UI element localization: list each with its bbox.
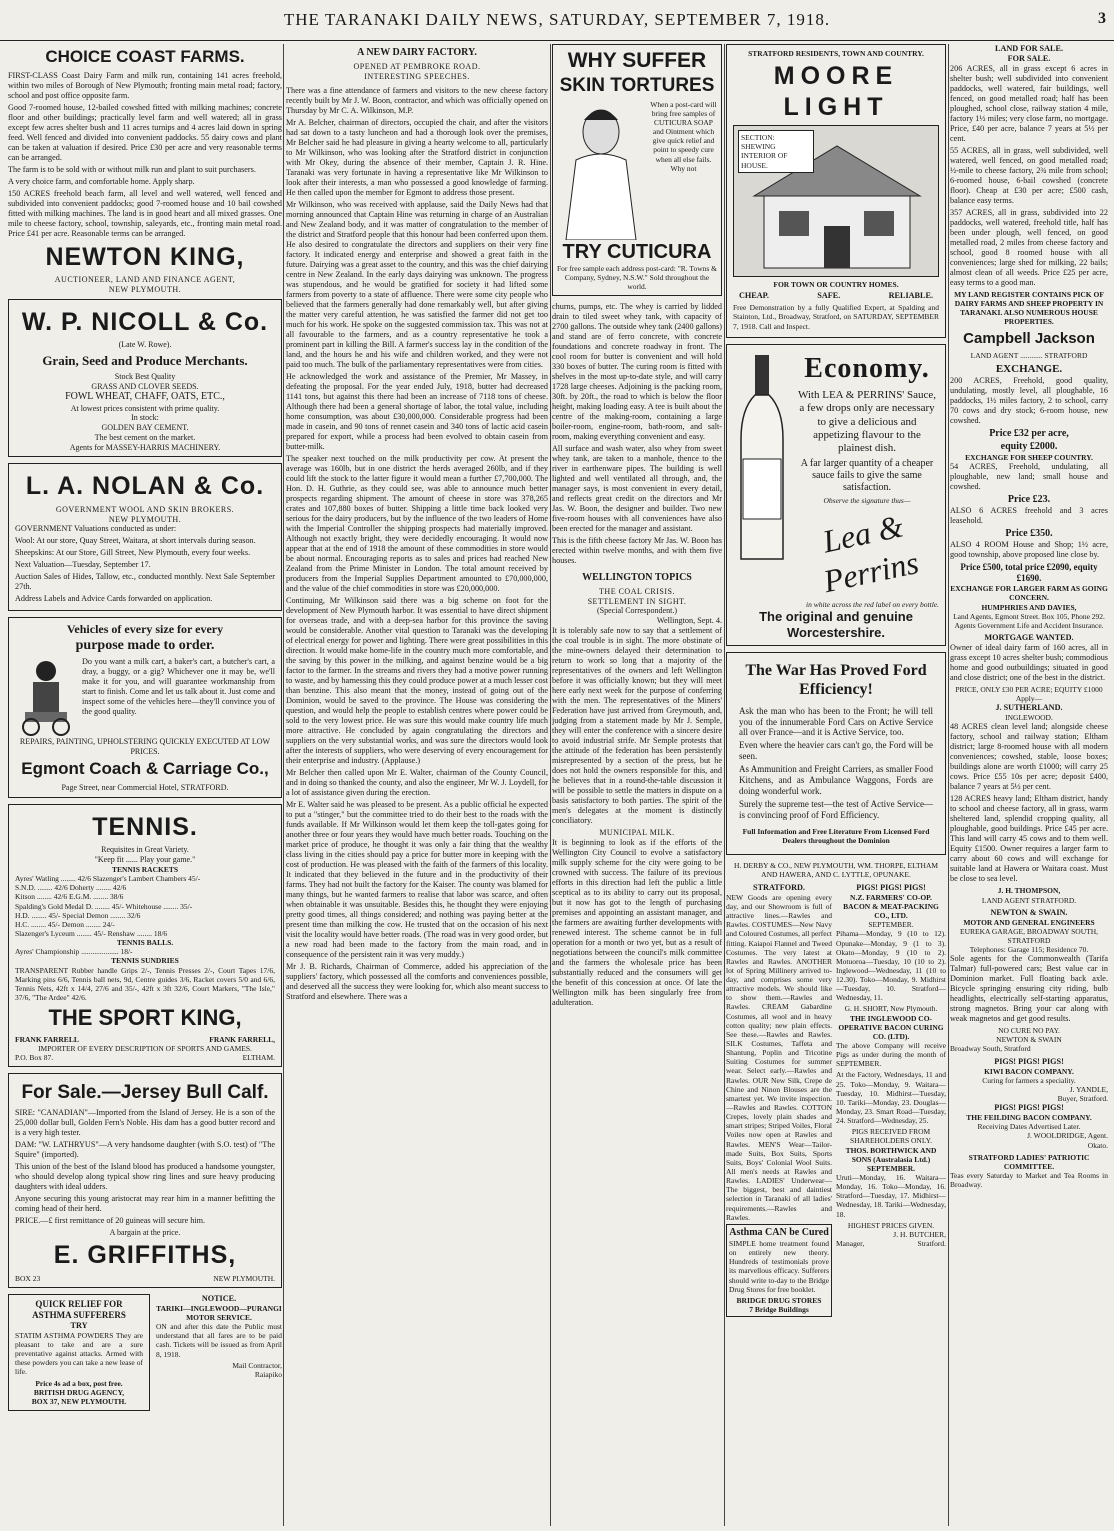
sutherland: J. SUTHERLAND.: [995, 703, 1063, 713]
sport-king-footer: [15, 1053, 275, 1062]
griffiths-town: NEW PLYMOUTH.: [213, 1273, 275, 1283]
sport-king-box: P.O. Box 87.: [15, 1053, 54, 1063]
notice-title: NOTICE.: [201, 1293, 237, 1303]
column-3: [552, 44, 722, 1526]
moore-section: SECTION: SHEWING INTERIOR OF HOUSE.: [738, 130, 814, 173]
article-paragraph: Mr A. Belcher, chairman of directors, occupied the chair, and after the visitors had sat down to a tasty luncheon and had a thorough look over the premises, Mr Belcher said he had pleasure in giving a hearty welcome to all, particularly to Mr Wilkinson, who was looking after the Stratford district in conjunction with Mr Okey, during the absence of their member, Captain J. R. Hine. Taranaki was very fortunate in having a representative like Mr Wilkinson to look after their interests, a man who possessed a good knowledge of farming. He then called upon the member for Egmont to address those present.: [286, 117, 548, 197]
cuticura-try: TRY CUTICURA: [562, 240, 712, 263]
article-paragraph: The speaker next touched on the milk productivity per cow. At present the average was 160lb, but in one district the herds averaged 260lb, and if they could lift the stock to the latter figure it would mean a further £7,700,000. The Hon. D. H. Guthrie, as they could see, was able to announce much better prospects regarding shipment. The amount of cheese in store was 378,265 crates and 107,880 boxes of butter. Shipping a little time back looked very serious for the dairy producers, but by the influence of the two leaders of Home with the Imperial Controller the shipping prospects had materially improved. Although not exactly bright, they were decidedly encouraging. It would now appear that at the end of 1918 the amount of these commodities in store would be about normal. Encouraging reports as to sales and prices had reached New Zealand from the Prime Minister in London. The total amount received by producers from the Imperial Supplies Department amounted to £70,000,000, and the value of the chief commodities in store was £20,000,000.: [286, 453, 548, 593]
article-paragraph: It is tolerably safe now to say that a settlement of the coal trouble is in sight. The more obstinate of the mine-owners delayed their determination to return to work so long that a majority of the representatives of the owners and left Wellington before it was officially known; but they will meet here early next week for the purpose of conferring with the men. The representatives of the Miners' Federation have just arrived from Greymouth, and, judging from a statement made by Mr J. Semple, they will enter the conference with a sincere desire to avoid industrial strife. Mr Semple protests that the attitude of the federation has been persistently misrepresented by a section of the press, but he does not hold the owners responsible for this, and he believes that in a round-the-table discussion it will be possible to settle the matters in dispute on a basis satisfactory to both parties. The spirit of the men's delegates at the moment is distinctly conciliatory.: [552, 626, 722, 826]
asthma-cure-body: SIMPLE home treatment found on entirely new theory. Hundreds of testimonials prove its marvellous efficacy. Sufferers should write to-day to the Bridge Drug Stores for free booklet.: [729, 1239, 829, 1294]
griffiths-footer: [15, 1274, 275, 1283]
land-register: MY LAND REGISTER CONTAINS PICK OF DAIRY FARMS AND SHEEP PROPERTY IN TARANAKI. ALSO NUMEROUS HOUSE PROPERTIES.: [954, 290, 1104, 327]
campbell-jackson: Campbell Jackson: [963, 329, 1095, 347]
tennis-keep: "Keep fit ...... Play your game.": [94, 855, 196, 865]
article-paragraph: Mr Belcher then called upon Mr E. Walter, chairman of the County Council, and in doing so thanked the county, and also the engineer, Mr W. J. Loydell, for a lot of assistance given during the erection.: [286, 767, 548, 797]
thompson-sub: LAND AGENT STRATFORD.: [981, 895, 1077, 905]
vehicles-body: Do you want a milk cart, a baker's cart, a butcher's cart, a dray, a buggy, or a gig? Whichever one it may be, we'll make it for you, and will guarantee workmanship from start to finish. Come and let us talk about it. Just come and inspect some of the vehicles here—they'll convince you of the good quality.: [82, 656, 275, 716]
racket-row: Spalding's Gold Medal D. ........ 45/- Whitehouse ........ 35/-: [15, 901, 193, 911]
delivery-boy-illustration: [15, 657, 77, 737]
nolan-p: Address Labels and Advice Cards forwarded on application.: [15, 594, 213, 604]
farms-p1: FIRST-CLASS Coast Dairy Farm and milk run, containing 141 acres freehold, within two miles of Borough of New Plymouth; fronting main metal road; factory, school and post office opposite farm.: [8, 70, 282, 100]
newton-king-desc: AUCTIONEER, LAND AND FINANCE AGENT,: [54, 275, 236, 285]
rawles-column: [726, 883, 832, 1323]
choice-farms-ad: [8, 47, 282, 295]
moore-top: STRATFORD RESIDENTS, TOWN AND COUNTRY.: [748, 49, 924, 58]
pigs-note: PIGS RECEIVED FROM SHAREHOLDERS ONLY.: [849, 1127, 933, 1146]
moore-light-ad: [726, 44, 946, 338]
correspondent: (Special Correspondent.): [597, 606, 677, 616]
woman-illustration: [556, 100, 646, 240]
nolan-name: L. A. NOLAN & Co.: [25, 472, 265, 501]
humphries-ins: Agents Government Life and Accident Insurance.: [954, 620, 1104, 630]
owner-left: FRANK FARRELL: [15, 1034, 79, 1044]
lea-signature: Lea & Perrins: [819, 507, 922, 599]
tennis-ad: [8, 804, 282, 1067]
notice-mail: Mail Contractor,: [232, 1360, 282, 1370]
masthead-title: THE TARANAKI DAILY NEWS, SATURDAY, SEPTEMBER 7, 1918.: [283, 10, 831, 29]
ford-p: Even where the heavier cars can't go, the Ford will be seen.: [739, 740, 933, 762]
bull-p: Anyone securing this young aristocrat may rear him in a manner befitting the coming head of their herd.: [15, 1193, 275, 1213]
ford-dealers: H. DERBY & CO., NEW PLYMOUTH, WM. THORPE, ELTHAM AND HAWERA, AND C. LYTTLE, OPUNAKE.: [733, 860, 939, 879]
article-paragraph: Mr Wilkinson, who was received with applause, said the Daily News had that morning announced that Captain Hine was returning in charge of an Australian and New Zealand body, and it was matter of congratulation to the member of the district and Stratford people that this honour had been conferred upon them. He also desired to congratulate the directors and suppliers on their very fine factory. It indicated energy and enterprise and showed a great faith in the future. Dairying was a great asset to the country, and this was the chief dairying centre in New Zealand. In the early days dairying was unknown. The progress was stupendous, and he would be gratified for society it had lifted some farmers from poverty to a state of affluence. There were some city people who believed that the farmers generally had done remarkably well, but after giving the matter very careful attention, he was satisfied the farmer did not get too much for his work. He spoke on the suggested commission tax. This was not at all favourable to the farmers, and as a country representative he took a prominent part in killing the Bill. A farmer's success lay in the condition of the land, and the hours he and his wife and children worked, and they were not paid too much. The bulk of the parliamentary representatives were from cities.: [286, 199, 548, 369]
mortgage-apply: Apply—: [1015, 694, 1043, 704]
thompson: J. H. THOMPSON,: [997, 886, 1061, 896]
asthma-title: QUICK RELIEF FOR ASTHMA SUFFERERS: [32, 1298, 126, 1320]
butcher-name: J. H. BUTCHER,: [893, 1229, 946, 1239]
nolan-p: Next Valuation—Tuesday, September 17.: [15, 560, 151, 570]
nz-farmers-coop: N.Z. FARMERS' CO-OP. BACON & MEAT-PACKING CO., LTD.: [843, 892, 939, 921]
racket-row: S.N.D. ........ 42/6 Doherty ........ 42/6: [15, 883, 127, 893]
asthma-cure-ad: [726, 1224, 832, 1317]
sport-king-name: THE SPORT KING,: [48, 1005, 242, 1031]
municipal-milk-heading: MUNICIPAL MILK.: [599, 828, 675, 838]
ford-p: Ask the man who has been to the Front; he will tell you of the innumerable Ford Cars on Active Service all over France—and it is Active Service, too.: [739, 705, 933, 738]
owner-right: FRANK FARRELL,: [209, 1034, 275, 1044]
kiwi-bacon: KIWI BACON COMPANY.: [984, 1066, 1074, 1076]
griffiths-name: E. GRIFFITHS,: [53, 1241, 237, 1270]
newton-swain-heading: NEWTON & SWAIN.: [990, 907, 1068, 917]
borthwick-list: Uruti—Monday, 16. Waitara—Monday, 16. Toko—Monday, 16. Stratford—Tuesday, 17. Midhirst—Wednesday, 18. Tariki—Wednesday, 18.: [836, 1173, 946, 1219]
yandle: J. YANDLE,: [1069, 1084, 1108, 1094]
tennis-rackets-heading: TENNIS RACKETS: [111, 864, 179, 874]
nolan-p: Sheepskins: At our Store, Gill Street, New Plymouth, every four weeks.: [15, 548, 251, 558]
farms-p5: 150 ACRES freehold beach farm, all level and well watered, well fenced and subdivided into convenient paddocks; good 7-roomed house and 10 bail cowshed fitted with milking machines. The land is in good heart and all mixed grasses. One mile to cheese factory, school, township, saleyards, etc., fronting main metal road. Price £41 per acre. Reasonable terms can be arranged.: [8, 188, 282, 238]
butcher-manager: Manager,: [836, 1239, 865, 1248]
ford-ad: [726, 652, 946, 855]
price-54: Price £23.: [1007, 493, 1051, 505]
pigs-header-2: PIGS! PIGS! PIGS!: [994, 1056, 1064, 1066]
column-rule: [550, 44, 551, 1526]
bull-p: PRICE.—£ first remittance of 20 guineas will secure him.: [15, 1215, 206, 1225]
lea-foot: The original and genuine Worcestershire.: [759, 608, 913, 640]
article-paragraph: It is beginning to look as if the efforts of the Wellington City Council to evolve a satisfactory milk supply scheme for the city were going to be crowned with success. The failure of its previous efforts in this direction had left the public a little sceptical as to its ability to carry out its proposal, but it now has got to the length of purchasing premises and appointing an assistant manager, and the farmers are awaiting further developments with renewed interest. The scheme cannot be in full operation for a month or two yet, but as a result of negotiations between the council's milk committee and the farmers the wholesale price has been substantially reduced and the consumers will get the benefit of this concession at once. Of late the Wellington milk has been singularly free from adulteration.: [552, 837, 722, 1007]
listing-48: 48 ACRES clean level land; alongside cheese factory, school and railway station; Eltham district; large 8-roomed house with all modern conveniences; cowshed, stable, loose boxes; buildings alone are worth £1000; will carry 25 cows. Price £55 10s per acre; deposit £400, balance 7 years at 5½ per cent.: [950, 722, 1108, 792]
price-4: Price £500, total price £2090, equity £1690.: [960, 562, 1098, 584]
article-subtitle-2: INTERESTING SPEECHES.: [364, 71, 470, 81]
moore-demo: Free Demonstration by a fully Qualified Expert, at Spalding and Stainton, Ltd., Broadway, Stratford, on SATURDAY, SEPTEMBER 7, 1918. Call and Inspect.: [733, 303, 939, 331]
asthma-try: TRY: [70, 1320, 88, 1330]
exchange-sheep: EXCHANGE FOR SHEEP COUNTRY.: [965, 452, 1093, 462]
tennis-sundries: TRANSPARENT Rubber handle Grips 2/-, Tennis Presses 2/-, Court Tapes 17/6, Marking pins 6/6, Tennis ball nets, 9d, Centre guides 3/6, Racket covers 5/0 and 6/6, Tennis Nets, 42ft x 14/4, 27/6 and 35/-, 42ft x 3ft 32/6, Court Markers, "The Isle," 37/6, "The Ardee" 42/6.: [15, 965, 275, 1002]
cuticura-h1: WHY SUFFER: [567, 49, 707, 72]
farms-p4: A very choice farm, and comfortable home. Apply sharp.: [8, 176, 195, 186]
nicoll-line: GRASS AND CLOVER SEEDS.: [91, 381, 199, 391]
article-paragraph: All surface and wash water, also whey from sweet whey tank, are taken to a manhole, thence to the river in earthenware pipes. The building is well lighted and well ventilated all through, and, the manager says, is most convenient in every detail, and reflects great credit on the directors and Mr Jas. W. Boon, the designer and builder. Two new five-room houses with all conveniences have also been erected for the manager and assistant.: [552, 443, 722, 533]
bull-p: DAM: "W. LATHRYUS"—A very handsome daughter (with S.O. test) of "The Squire" (imported).: [15, 1139, 275, 1159]
newton-swain-body: Sole agents for the Commonwealth (Tarifa Talmar) full-powered cars; Best value car in Dominion market. Full floating back axle. Bicycle springing ensuring city riding, bulb headlights, electrically self-starting apparatus, strong magnetos. Bring your car along with weak magnetos and get good results.: [950, 954, 1108, 1024]
asthma-cure-title: Asthma CAN be Cured: [729, 1226, 829, 1238]
nolan-desc: GOVERNMENT WOOL AND SKIN BROKERS.: [55, 504, 235, 514]
lea-observe: Observe the signature thus—: [823, 496, 911, 506]
notice-head: TARIKI—INGLEWOOD—PURANGI MOTOR SERVICE.: [156, 1303, 282, 1323]
ford-foot: Full Information and Free Literature From Licensed Ford Dealers throughout the Dominion: [742, 827, 930, 846]
feilding-recv: Receiving Dates Advertised Later.: [977, 1122, 1081, 1132]
price-6: Price £350.: [1005, 528, 1053, 540]
article-paragraph: Mr E. Walter said he was pleased to be present. As a public official he expected to put a "stinger," but the committee tried to do their best to the roads with the funds available. If Mr Wilkinson would let them keep the toll-gates going for another three or four years they would have much better roads. Touching on the market price of produce, he thought it was only a fair thing that the wealthy class living in the cities should pay a price for butter more in keeping with the cost of production. He was pleased with the faith of the farmers of this locality. It indicated that they believed in the future and in the productivity of their farms. They had not built the factory for the Kaiser. The county was blamed for many things, but he wanted farmers to realise that labor was scarce, and often when obtainable it was unsuitable. Besides this, he thought they were enjoying pretty good times, all things considered; and nothing was paying better at the present time than milking the cow. He trusted that on the occasion of his next visit the locality would have better roads. (The road was in very good order, but a new road had been made to the factory from the main road, and in consequence of the persistent rain it was very muddy.): [286, 799, 548, 959]
tennis-sundries-heading: TENNIS SUNDRIES: [111, 956, 179, 966]
safe-label: SAFE.: [817, 291, 841, 301]
listing-357: 357 ACRES, all in grass, subdivided into 22 paddocks, well watered, freehold title, half has been under plough, well fenced, on good metalled road, 2 miles from cheese factory and school, good 8 roomed house with all conveniences; large shed for milking, 22 bails; almost clean of all weeds. Price £25 per acre, easy terms to a good man.: [950, 208, 1108, 287]
mortgage-body: Owner of ideal dairy farm of 160 acres, all in grass except 10 acres shelter bush; commodious home and good outbuildings; situated in good and close district; one of the best in the district.: [950, 642, 1108, 682]
humphries-addr: Land Agents, Egmont Street. Box 105, Phone 292.: [953, 611, 1105, 621]
asthma-addr: BOX 37, NEW PLYMOUTH.: [31, 1396, 127, 1406]
masthead: [0, 0, 1114, 41]
racket-row: H.C. ........ 45/- Demon ........ 24/-: [15, 919, 115, 929]
vehicles-title: Vehicles of every size for every: [66, 622, 224, 637]
newton-king-town: NEW PLYMOUTH.: [108, 284, 182, 294]
moore-caption: FOR TOWN OR COUNTRY HOMES.: [773, 280, 899, 290]
highest-prices: HIGHEST PRICES GIVEN.: [847, 1220, 935, 1230]
tennis-balls-heading: TENNIS BALLS.: [116, 938, 174, 948]
sport-king-imp: IMPORTER OF EVERY DESCRIPTION OF SPORTS AND GAMES.: [38, 1044, 252, 1054]
mortgage-heading: MORTGAGE WANTED.: [984, 632, 1074, 642]
listing-54: 54 ACRES, Freehold, undulating, all ploughable, new land; small house and cowshed.: [950, 461, 1108, 491]
butcher-footer: [836, 1239, 946, 1248]
asthma-price: Price 4s ad a box, post free.: [35, 1378, 123, 1388]
butcher-town: Stratford.: [917, 1239, 946, 1248]
moore-title: MOORE LIGHT: [773, 62, 899, 121]
cuticura-h2: SKIN TORTURES: [559, 74, 715, 96]
cuticura-small: For free sample each address post-card: "R. Towns & Company, Sydney, N.S.W." Sold throughout the world.: [556, 264, 718, 292]
column-rule: [724, 44, 725, 1526]
yandle-buyer: Buyer, Stratford.: [1057, 1094, 1108, 1104]
asthma-body: STATIM ASTHMA POWDERS They are pleasant to take and are a sure preventative against attacks. Armed with these powders you can take a new lease of life.: [15, 1330, 143, 1377]
farms-p2: Good 7-roomed house, 12-bailed cowshed fitted with milking machines; concrete floor and other buildings; practically level farm and well watered; all in grass except few acres shelter bush and 11 acres turnips and 4 acres laid down in spring feed. Well fenced and divided into convenient paddocks. 55 dairy cows and plant can be taken at valuation if desired. Price £30 per acre and very reasonable terms can be arranged.: [8, 102, 282, 162]
house-section-illustration: [733, 125, 939, 277]
mortgage-price: PRICE, ONLY £30 PER ACRE; EQUITY £1000: [955, 684, 1103, 694]
column-5: [950, 44, 1108, 1526]
bottom-row: [8, 1294, 282, 1417]
page-number: 3: [1098, 10, 1106, 27]
bull-p: This union of the best of the Island blood has produced a handsome youngster, who should develop along typical show ring lines and sure heavy producing daughters with ideal udders.: [15, 1161, 275, 1191]
reliable-label: RELIABLE.: [888, 291, 933, 301]
article-paragraph: Mr J. B. Richards, Chairman of Commerce, added his appreciation of the suppliers' factory, which possessed all the comforts and conveniences possible, and deserved all the success they were looking for, which also meant success to Stratford and elsewhere. There was a: [286, 961, 548, 1001]
article-paragraph: This is the fifth cheese factory Mr Jas. W. Boon has erected within twelve months, and with them five houses.: [552, 535, 722, 565]
ford-p: As Ammunition and Freight Carriers, as smaller Food Kitchens, and as Ambulance Waggons, Fords are doing wonderful work.: [739, 764, 933, 797]
nicoll-line: The best cement on the market.: [94, 432, 196, 442]
listing-128: 128 ACRES heavy land; Eltham district, handy to school and cheese factory, all in grass, warm sheltered land, splendid cropping quality, all ploughable, good buildings. Price £45 per acre. This land will carry 45 cows and to them well. Equity £1500. Owner requires a larger farm to carry about 60 cows and will exchange for suitable land at Hawera or Waitara coast. Must be close to sea level.: [950, 794, 1108, 884]
bridge-drug-stores: BRIDGE DRUG STORES: [736, 1295, 822, 1305]
tennis-sub: Requisites in Great Variety.: [101, 845, 189, 855]
article-title: A NEW DAIRY FACTORY.: [357, 47, 477, 58]
vehicles-ad: [8, 617, 282, 798]
stratford-ads: [726, 883, 946, 1323]
nicoll-line: Agents for MASSEY-HARRIS MACHINERY.: [69, 442, 221, 452]
lea-title: Economy.: [804, 352, 930, 384]
bridge-buildings: 7 Bridge Buildings: [749, 1305, 809, 1315]
egmont-coach-addr: Page Street, near Commercial Hotel, STRATFORD.: [61, 783, 229, 793]
article-paragraph: Continuing, Mr Wilkinson said there was a big scheme on foot for the development of New Plymouth harbor. It was essential to have direct shipment for overseas trade, and with a deep-sea harbor for this province the saving would be considerable. Another vital question to Taranaki was the developing of electrical energy for power and lighting. There were great possibilities in this direction. It would make home-life in the country much more comfortable, and the saving by this power in the milking, and against benzine would be a big factor to the farmer. In the streams and rivers they had a motive power running to waste, and by harnessing this they could produce power at a much lesser cost than benzine. This also meant that the money, instead of going out of the Dominion, would be saved to the province. The House was considering the question, and would help the people to establish centres where power could be sold to the very lowest price. He was sure this would make country life much more attractive. He concluded by again congratulating the directors and suppliers on the very substantial works, and was sure the directors would look after the interests of suppliers, who were deserving of every encouragement for their enterprise and industry. (Applause.): [286, 595, 548, 765]
listing-6: ALSO 6 ACRES freehold and 3 acres leasehold.: [950, 506, 1108, 526]
vehicles-title2: purpose made to order.: [75, 637, 215, 653]
moore-slogans: [739, 291, 933, 301]
newton-swain-2: NEWTON & SWAIN: [996, 1035, 1062, 1045]
kiwi-curing: Curing for farmers a speciality.: [982, 1075, 1076, 1085]
cuticura-ad: [552, 44, 722, 296]
notice-body: ON and after this date the Public must understand that all fares are to be paid cash. Tickets will be issued as from April 8, 1918.: [156, 1322, 282, 1359]
newton-king-name: NEWTON KING,: [45, 242, 245, 271]
coal-heading: THE COAL CRISIS.: [599, 586, 675, 596]
pigs-header: PIGS! PIGS! PIGS!: [856, 882, 926, 892]
ladies-teas: Teas every Saturday to Market and Tea Rooms in Broadway.: [950, 1171, 1108, 1190]
pigs-month: SEPTEMBER.: [868, 920, 914, 930]
asthma-powders-ad: [8, 1294, 150, 1411]
egmont-coach-name: Egmont Coach & Carriage Co.,: [21, 759, 269, 779]
rawles-ads: NEW Goods are opening every day, and our Showroom is full of attractive lines.—Rawles and Rawles. COSTUMES—New Navy and Coloured Costumes, all perfect fitting. Kaiapoi Flannel and Tweed Costumes. The very latest at Rawles and Rawles. ANOTHER lot of Spring Millinery arrived to-day, and comprises some very attractive models. We should like to show them.—Rawles and Rawles. CREAM Gabardine Costumes, all wool and in heavy cotton quality; new plain effects. See these.—Rawles and Rawles. SILK Costumes, Taffeta and Shantung, Poplin and Tricotine Suiting Costumes for summer wear. Select early.—Rawles and Rawles. OUR New Silk, Crepe de Chine and Ninon Blouses are the smartest yet. We invite inspection.—Rawles and Rawles. COTTON Crepes, lovely plain shades and smart stripes; Striped Voiles, Floral Voiles now open at Rawles and Rawles. MEN'S Wear—Tailor-made Suits, Box Suits, Sports Suits, Boys' Colonial Wool Suits. All men's needs at Rawles and Rawles. LADIES' Underwear—The biggest, best and daintiest selection in Taranaki of all ladies' requirements.—Rawles and Rawles.: [726, 892, 833, 1222]
inglewood-coop: THE INGLEWOOD CO-OPERATIVE BACON CURING CO. (LTD).: [838, 1013, 944, 1041]
notice-town: Raiapiko: [254, 1369, 282, 1379]
cuticura-side: When a post-card will bring free samples of CUTICURA SOAP and Ointment which give quick relief and point to speedy cure when all else fails. Why not: [650, 99, 717, 173]
bull-p: SIRE: "CANADIAN"—Imported from the Island of Jersey. He is a son of the 25,000 dollar bull, Golden Fern's Noble. His dam has a good butter record and is a very high tester.: [15, 1107, 275, 1137]
equity-200: equity £2000.: [1000, 440, 1058, 452]
pigs-column: [836, 883, 946, 1323]
feilding-bacon: THE FEILDING BACON COMPANY.: [966, 1113, 1092, 1123]
griffiths-box: BOX 23: [15, 1273, 41, 1283]
racket-row: Slazenger's Lyceum ........ 45/- Renshaw ........ 18/6: [15, 928, 168, 938]
cheap-label: CHEAP.: [739, 291, 769, 301]
pigs-header-3: PIGS! PIGS! PIGS!: [994, 1103, 1064, 1113]
bull-title: For Sale.—Jersey Bull Calf.: [21, 1082, 269, 1104]
lea-perrins-ad: [726, 344, 946, 646]
article-paragraph: There was a fine attendance of farmers and visitors to the new cheese factory recently built by Mr J. W. Boon, contractor, and which was officially opened on Thursday by Mr C. A. Wilkinson, M.P.: [286, 85, 548, 115]
vehicles-repairs: REPAIRS, PAINTING, UPHOLSTERING QUICKLY EXECUTED AT LOW PRICES.: [19, 736, 271, 756]
column-4: [726, 44, 946, 1526]
sauce-bottle-illustration: [733, 349, 791, 569]
column-2-dairy-factory-article: [286, 44, 548, 1526]
lea-white: in white across the red label on every bottle.: [806, 599, 939, 609]
bull-bargain: A bargain at the price.: [109, 1227, 181, 1237]
broadway-south: Broadway South, Stratford: [950, 1044, 1031, 1054]
sport-king-owners: [15, 1035, 275, 1044]
racket-row: Ayres' Watling ........ 42/6 Slazenger's Lambert Chambers 45/-: [15, 874, 201, 884]
ford-p: Surely the supreme test—the test of Active Service—is convincing proof of Ford Efficiency.: [739, 799, 933, 821]
racket-row: H.D. ........ 45/- Special Demon ........ 32/6: [15, 910, 141, 920]
pigs-list: Pihama—Monday, 9 (10 to 12). Opunake—Monday, 9 (1 to 3). Okato—Monday, 9 (10 to 2). Motuoroa—Tuesday, 10 (10 to 2). Inglewood—Wednesday, 11 (10 to 12.30). Toko—Monday, 9. Midhirst—Tuesday, 10. Stratford—Wednesday, 11.: [836, 929, 946, 1003]
nicoll-tag: Grain, Seed and Produce Merchants.: [42, 352, 248, 368]
listing-55: 55 ACRES, all in grass, well subdivided, well watered, well fenced, on good metalled road; ½-mile to cheese factory, 2¾ mile from school; 6-roomed house, 6-bail cowshed (concrete floor). Cheap at £30 per acre; £500 cash, balance easy terms.: [950, 146, 1108, 205]
wellington-topics-title: WELLINGTON TOPICS: [582, 571, 692, 583]
ball-row: Ayres' Championship .................... 18/-: [15, 947, 133, 957]
nolan-p: Wool: At our store, Quay Street, Waitara, at short intervals during season.: [15, 536, 256, 546]
nicoll-late: (Late W. Rowe).: [118, 340, 172, 350]
nicoll-line: FOWL WHEAT, CHAFF, OATS, ETC.,: [65, 391, 225, 403]
sport-king-town: ELTHAM.: [242, 1053, 275, 1063]
settlement-heading: SETTLEMENT IN SIGHT.: [587, 596, 687, 606]
dateline: Wellington, Sept. 4.: [656, 616, 722, 626]
okato: Okato.: [1087, 1140, 1108, 1150]
borthwick: THOS. BORTHWICK AND SONS (Australasia Ltd.) SEPTEMBER.: [845, 1145, 937, 1173]
nicoll-ad: [8, 299, 282, 458]
exchange-larger: EXCHANGE FOR LARGER FARM AS GOING CONCERN.: [950, 584, 1108, 603]
jersey-bull-ad: [8, 1073, 282, 1288]
column-rule: [283, 44, 284, 1526]
ladies-committee: STRATFORD LADIES' PATRIOTIC COMMITTEE.: [968, 1152, 1090, 1171]
racket-row: Kitson ........ 42/6 E.G.M. ........ 38/6: [15, 892, 124, 902]
article-subtitle: OPENED AT PEMBROKE ROAD.: [353, 62, 481, 72]
inglewood-p: The above Company will receive Pigs as under during the month of SEPTEMBER.: [836, 1041, 946, 1069]
stratford-heading: STRATFORD.: [753, 882, 805, 892]
article-paragraph: churns, pumps, etc. The whey is carried by lidded drain to tiled sweet whey tank, with capacity of 2700 gallons. The outside whey tank (2400 gallons) and stand are of ferro concrete, with concrete foundations and concrete roadway in front. The cool room for butter is convenient and will hold 330 boxes of butter. The curing room is fitted with shelves in the most up-to-date style, and will carry 1728 large cheeses. Adjoining is the packing room, 30ft. by 20ft., the road to which is below the floor height, making loading easy. A tee is built about the centre of the making-room, containing a large boiler-room, engine-room, bath-room, and salt-room, making everything convenient and easy.: [552, 301, 722, 441]
newton-swain-phone: Telephones: Garage 115; Residence 70.: [969, 945, 1089, 955]
nicoll-name: W. P. NICOLL & Co.: [21, 307, 269, 336]
eureka-garage: EUREKA GARAGE, BROADWAY SOUTH, STRATFORD: [960, 926, 1098, 945]
column-1: [8, 44, 282, 1526]
asthma-agency: BRITISH DRUG AGENCY,: [33, 1387, 125, 1397]
nicoll-line: Stock Best Quality: [114, 371, 176, 381]
for-sale-heading: FOR SALE.: [1007, 54, 1051, 63]
nolan-p: GOVERNMENT Valuations conducted as under:: [15, 524, 177, 534]
column-rule: [948, 44, 949, 1526]
farms-title: CHOICE COAST FARMS.: [45, 47, 245, 66]
price-200: Price £32 per acre,: [989, 428, 1069, 440]
no-cure: NO CURE NO PAY.: [998, 1026, 1060, 1036]
lea-p2: A far larger quantity of a cheaper sauce fails to give the same satisfaction.: [800, 457, 934, 494]
nicoll-line: In stock:: [131, 413, 159, 423]
nolan-town: NEW PLYMOUTH.: [108, 514, 182, 524]
listing-4: ALSO 4 ROOM House and Shop; 1½ acre, good township, above proposed line close by.: [950, 540, 1108, 560]
listing-206: 206 ACRES, all in grass except 6 acres in shelter bush; well subdivided into convenient paddocks, well watered, fair buildings, well fenced, on good metalled road; half has been ploughed, school close, railway station 4 mile, factory 1½ miles; very close farm, no mortgage. Price, £40 per acre, balance 7 years at 5½ per cent.: [950, 64, 1108, 143]
inglewood-list: At the Factory, Wednesdays, 11 and 25. Toko—Monday, 9. Waitara—Tuesday, 10. Midhirst—Tuesday, 10. Tariki—Monday, 23. Douglas—Monday, 23. Smart Road—Tuesday, 24. Stratford—Wednesday, 25.: [836, 1070, 946, 1126]
exchange-heading: EXCHANGE.: [995, 363, 1063, 375]
humphries-davies: HUMPHRIES AND DAVIES,: [981, 602, 1077, 612]
land-for-sale-heading: LAND FOR SALE.: [994, 44, 1063, 53]
sutherland-town: INGLEWOOD.: [1005, 713, 1053, 723]
article-paragraph: He acknowledged the work and assistance of the Premier, Mr Massey, in defeating the proposal. For the year ended July, 1918, butter had decreased 1141 tons, but against this there had been an increase of 7118 tons of cheese. Although there had been a general shortage of labor, the total value, including home consumption, was about £30,000,000. Considerable progress had been made in casein, and 90 tons of rennet casein and 340 tons of lactic acid casein prepared for export, while a process had been evolved to obtain casein from butter-milk.: [286, 371, 548, 451]
farms-p3: The farm is to be sold with or without milk run and plant to suit purchasers.: [8, 164, 256, 174]
nicoll-line: GOLDEN BAY CEMENT.: [101, 423, 189, 433]
campbell-sub: LAND AGENT ............ STRATFORD: [970, 350, 1088, 360]
nicoll-line: At lowest prices consistent with prime quality.: [70, 403, 220, 413]
nolan-ad: [8, 463, 282, 611]
ford-title: The War Has Proved Ford Efficiency!: [745, 661, 927, 699]
pigs-agent: G. H. SHORT, New Plymouth.: [844, 1004, 938, 1014]
motor-service-notice: [156, 1294, 282, 1417]
tennis-title: TENNIS.: [92, 812, 198, 841]
wooldridge: J. WOOLDRIDGE, Agent.: [1027, 1131, 1108, 1141]
nolan-p: Auction Sales of Hides, Tallow, etc., conducted monthly. Next Sale September 27th.: [15, 572, 275, 592]
lea-p1: With LEA & PERRINS' Sauce, a few drops only are necessary to give a delicious and appetizing flavour to the plainest dish.: [797, 388, 937, 455]
newton-swain-motor: MOTOR AND GENERAL ENGINEERS: [963, 917, 1095, 927]
listing-200: 200 ACRES, Freehold, good quality, undulating, mostly level, all ploughable, 16 paddocks, 1½ miles factory, 2 to school, carry 70 cows and dry stock; 6-room house, new cowshed.: [950, 376, 1108, 426]
